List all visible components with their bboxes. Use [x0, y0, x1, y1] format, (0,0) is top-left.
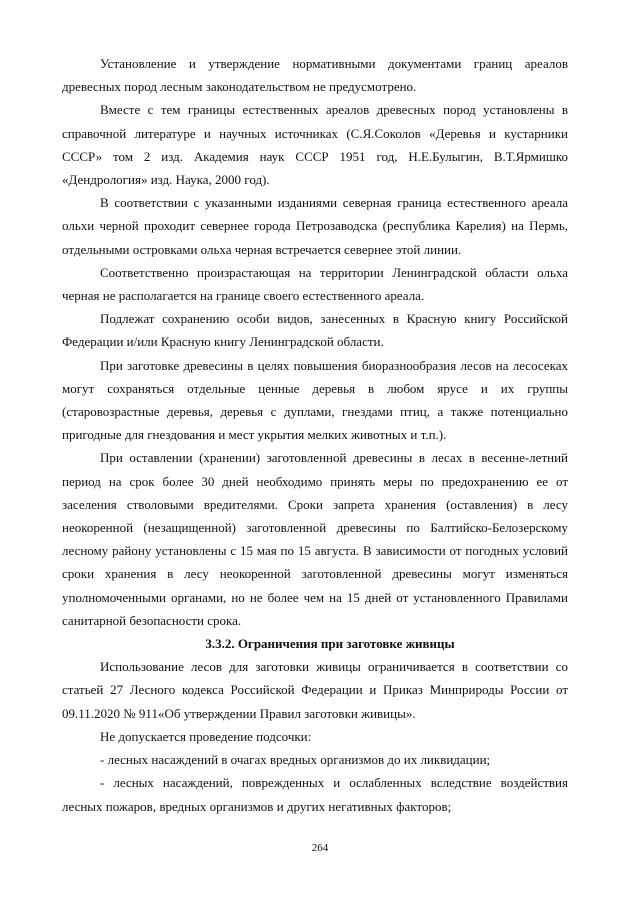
- paragraph-northern-boundary: В соответствии с указанными изданиями северная граница естественного ареала ольхи черной проходит севернее города Петрозаводска (республика Карелия) на Пермь, отдельными островками ольха черная встречается севернее этой линии.: [62, 195, 568, 257]
- paragraph-resin-restrictions: Использование лесов для заготовки живицы ограничивается в соответствии со статьей 27 Лесного кодекса Российской Федерации и Приказ Минприроды России от 09.11.2020 № 911«Об утверждении Правил заготовки живицы».: [62, 659, 568, 721]
- paragraph-biodiversity: При заготовке древесины в целях повышения биоразнообразия лесов на лесосеках могут сохраняться отдельные ценные деревья в любом ярусе и их группы (старовозрастные деревья, деревья с дуплами, гнездами птиц, а также потенциально пригодные для гнездования и мест укрытия мелких животных и т.п.).: [62, 357, 568, 443]
- list-item-damaged-stands: - лесных насаждений, поврежденных и ослабленных вследствие воздействия лесных пожаров, вредных организмов и других негативных факторов;: [62, 775, 568, 814]
- paragraph-tapping-prohibited: Не допускается проведение подсочки:: [100, 728, 312, 744]
- paragraph-range-boundaries: Установление и утверждение нормативными документами границ ареалов древесных пород лесным законодательством не предусмотрено.: [62, 56, 568, 95]
- page-number: 264: [311, 842, 329, 854]
- paragraph-reference-sources: Вместе с тем границы естественных ареалов древесных пород установлены в справочной литературе и научных источниках (С.Я.Соколов «Деревья и кустарники СССР» том 2 изд. Академия наук СССР 1951 год, Н.Е.Булыгин, В.Т.Ярмишко «Дендрология» изд. Наука, 2000 год).: [62, 102, 568, 188]
- document-page: [62, 52, 568, 818]
- list-item-pest-foci: - лесных насаждений в очагах вредных организмов до их ликвидации;: [100, 752, 491, 768]
- section-heading: 3.3.2. Ограничения при заготовке живицы: [205, 636, 455, 652]
- paragraph-leningrad-alder: Соответственно произрастающая на территории Ленинградской области ольха черная не располагается на границе своего естественного ареала.: [62, 264, 568, 304]
- paragraph-timber-storage: При оставлении (хранении) заготовленной древесины в лесах в весенне-летний период на срок более 30 дней необходимо принять меры по предохранению ее от заселения стволовыми вредителями. Сроки запрета хранения (оставления) в лесу неокоренной (незащищенной) заготовленной древесины по Балтийско-Белозерскому лесному району установлены с 15 мая по 15 августа. В зависимости от погодных условий сроки хранения в лесу неокоренной заготовленной древесины могут изменяться уполномоченными органами, но не более чем на 15 дней от установленного Правилами санитарной безопасности срока.: [62, 450, 568, 628]
- paragraph-red-book: Подлежат сохранению особи видов, занесенных в Красную книгу Российской Федерации и/или Красную книгу Ленинградской области.: [62, 311, 568, 350]
